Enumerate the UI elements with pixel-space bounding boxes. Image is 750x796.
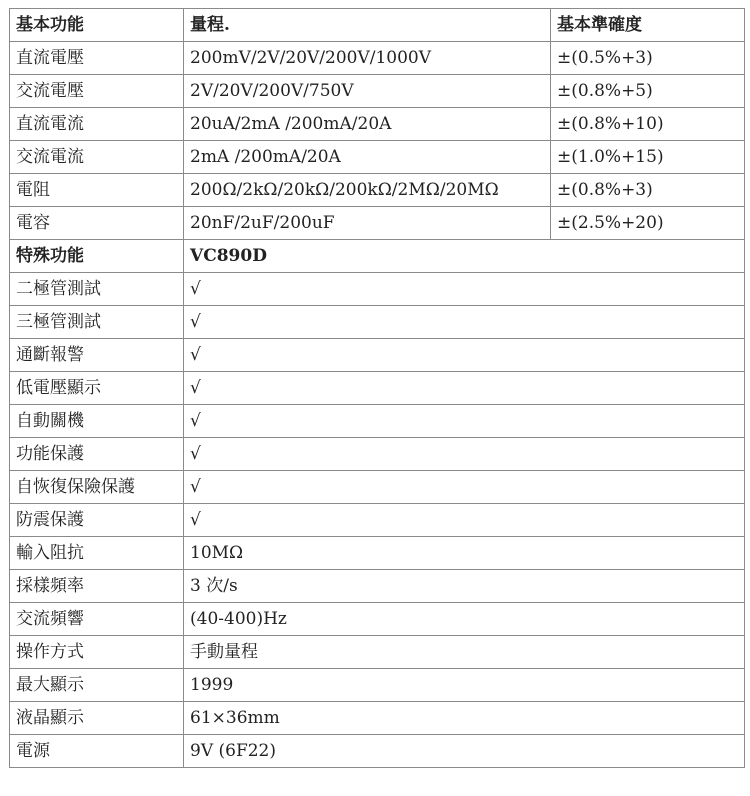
- special-row: [10, 405, 745, 438]
- special-row: [10, 570, 745, 603]
- basic-function-header: 基本功能: [10, 9, 184, 42]
- basic-row: [10, 207, 745, 240]
- function-cell: 交流電流: [10, 141, 184, 174]
- accuracy-cell: ±(0.5%+3): [551, 42, 745, 75]
- special-header-row: [10, 240, 745, 273]
- special-row: [10, 669, 745, 702]
- value-cell: 61×36mm: [184, 702, 745, 735]
- function-cell: 交流頻響: [10, 603, 184, 636]
- special-row: [10, 702, 745, 735]
- accuracy-cell: ±(1.0%+15): [551, 141, 745, 174]
- spec-table-body: [10, 9, 745, 768]
- basic-row: [10, 174, 745, 207]
- function-cell: 二極管測試: [10, 273, 184, 306]
- function-cell: 採樣頻率: [10, 570, 184, 603]
- accuracy-cell: ±(0.8%+5): [551, 75, 745, 108]
- range-cell: 200mV/2V/20V/200V/1000V: [184, 42, 551, 75]
- accuracy-cell: ±(0.8%+3): [551, 174, 745, 207]
- basic-header-row: [10, 9, 745, 42]
- function-cell: 通斷報警: [10, 339, 184, 372]
- function-cell: 直流電流: [10, 108, 184, 141]
- function-cell: 液晶顯示: [10, 702, 184, 735]
- range-header: 量程.: [184, 9, 551, 42]
- function-cell: 防震保護: [10, 504, 184, 537]
- basic-row: [10, 141, 745, 174]
- special-row: [10, 438, 745, 471]
- range-cell: 2V/20V/200V/750V: [184, 75, 551, 108]
- special-row: [10, 273, 745, 306]
- function-cell: 功能保護: [10, 438, 184, 471]
- function-cell: 輸入阻抗: [10, 537, 184, 570]
- function-cell: 電源: [10, 735, 184, 768]
- check-mark: √: [184, 471, 745, 504]
- range-cell: 200Ω/2kΩ/20kΩ/200kΩ/2MΩ/20MΩ: [184, 174, 551, 207]
- special-function-header: 特殊功能: [10, 240, 184, 273]
- function-cell: 操作方式: [10, 636, 184, 669]
- range-cell: 20uA/2mA /200mA/20A: [184, 108, 551, 141]
- function-cell: 三極管測試: [10, 306, 184, 339]
- value-cell: 3 次/s: [184, 570, 745, 603]
- accuracy-cell: ±(0.8%+10): [551, 108, 745, 141]
- special-row: [10, 636, 745, 669]
- function-cell: 自恢復保險保護: [10, 471, 184, 504]
- function-cell: 電阻: [10, 174, 184, 207]
- check-mark: √: [184, 339, 745, 372]
- range-cell: 2mA /200mA/20A: [184, 141, 551, 174]
- check-mark: √: [184, 306, 745, 339]
- spec-table: [9, 8, 745, 768]
- range-cell: 20nF/2uF/200uF: [184, 207, 551, 240]
- special-row: [10, 339, 745, 372]
- basic-row: [10, 108, 745, 141]
- function-cell: 電容: [10, 207, 184, 240]
- value-cell: 10MΩ: [184, 537, 745, 570]
- function-cell: 直流電壓: [10, 42, 184, 75]
- special-row: [10, 471, 745, 504]
- check-mark: √: [184, 438, 745, 471]
- special-row: [10, 735, 745, 768]
- special-row: [10, 504, 745, 537]
- check-mark: √: [184, 504, 745, 537]
- value-cell: (40-400)Hz: [184, 603, 745, 636]
- function-cell: 自動關機: [10, 405, 184, 438]
- accuracy-cell: ±(2.5%+20): [551, 207, 745, 240]
- value-cell: 9V (6F22): [184, 735, 745, 768]
- check-mark: √: [184, 405, 745, 438]
- value-cell: 手動量程: [184, 636, 745, 669]
- function-cell: 交流電壓: [10, 75, 184, 108]
- special-row: [10, 306, 745, 339]
- special-row: [10, 537, 745, 570]
- basic-row: [10, 75, 745, 108]
- function-cell: 最大顯示: [10, 669, 184, 702]
- value-cell: 1999: [184, 669, 745, 702]
- special-row: [10, 603, 745, 636]
- check-mark: √: [184, 273, 745, 306]
- special-row: [10, 372, 745, 405]
- check-mark: √: [184, 372, 745, 405]
- accuracy-header: 基本準確度: [551, 9, 745, 42]
- basic-row: [10, 42, 745, 75]
- model-header: VC890D: [184, 240, 745, 273]
- function-cell: 低電壓顯示: [10, 372, 184, 405]
